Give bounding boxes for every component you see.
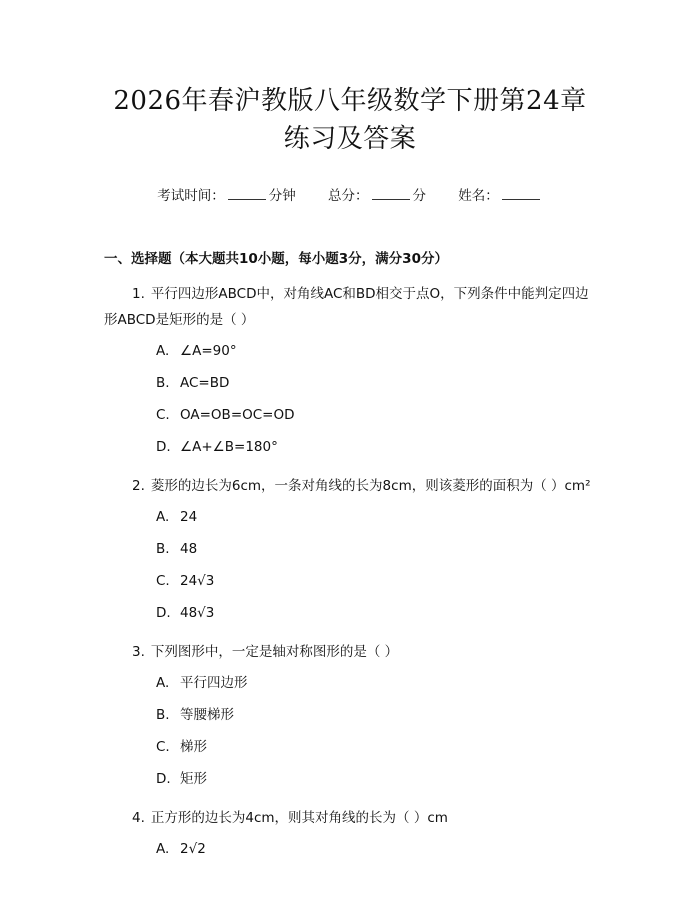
option-text: AC=BD [180,375,230,391]
option-item[interactable] [156,600,596,627]
option-text: 24 [180,509,198,525]
option-letter: D. [156,771,171,787]
option-text: 48 [180,541,198,557]
option-text: 矩形 [180,771,207,787]
option-text: 等腰梯形 [180,707,234,723]
option-item[interactable] [156,836,596,863]
question-text [104,639,596,665]
question-2 [104,473,596,627]
option-letter: C. [156,739,170,755]
question-stem: 菱形的边长为6cm，一条对角线的长为8cm，则该菱形的面积为（ ）cm² [150,478,591,494]
question-text [104,473,596,499]
option-text: ∠A=90° [180,343,237,359]
question-3 [104,639,596,793]
student-name-field [458,186,543,206]
option-text: OA=OB=OC=OD [180,407,295,423]
option-letter: B. [156,541,170,557]
question-number: 4. [132,810,145,826]
question-stem: 正方形的边长为4cm，则其对角线的长为（ ）cm [150,810,448,826]
option-item[interactable] [156,670,596,697]
question-4 [104,805,596,863]
option-text: 24√3 [180,573,215,589]
option-letter: A. [156,343,170,359]
total-score-label: 总分： [328,188,369,204]
option-letter: A. [156,509,170,525]
option-letter: A. [156,675,170,691]
question-number: 1. [132,286,145,302]
exam-time-unit: 分钟 [268,188,296,204]
option-letter: C. [156,573,170,589]
option-text: 48√3 [180,605,215,621]
option-text: 平行四边形 [180,675,248,691]
option-text: 2√2 [180,841,206,857]
total-score-unit: 分 [412,188,426,204]
exam-time-blank[interactable] [228,187,266,200]
question-text [104,281,596,333]
question-stem: 平行四边形ABCD中，对角线AC和BD相交于点O，下列条件中能判定四边形ABCD是矩形的是（ ） [104,286,589,328]
exam-time-label: 考试时间： [157,188,225,204]
option-item[interactable] [156,766,596,793]
option-letter: B. [156,375,170,391]
option-item[interactable] [156,734,596,761]
option-item[interactable] [156,338,596,365]
question-1 [104,281,596,461]
option-text: ∠A+∠B=180° [180,439,278,455]
question-stem: 下列图形中，一定是轴对称图形的是（ ） [150,644,399,660]
option-item[interactable] [156,402,596,429]
question-number: 3. [132,644,145,660]
option-letter: C. [156,407,170,423]
option-item[interactable] [156,434,596,461]
option-item[interactable] [156,568,596,595]
student-name-blank[interactable] [502,187,540,200]
total-score-field [328,186,426,206]
question-text [104,805,596,831]
document-title: 2026年春沪教版八年级数学下册第24章练习及答案 [113,86,587,154]
option-letter: B. [156,707,170,723]
option-letter: D. [156,439,171,455]
option-item[interactable] [156,370,596,397]
option-item[interactable] [156,504,596,531]
question-number: 2. [132,478,145,494]
exam-time-field [157,186,296,206]
section-heading: 一、选择题（本大题共10小题，每小题3分，满分30分） [104,251,448,267]
exam-info-line [104,186,596,206]
option-letter: A. [156,841,170,857]
option-letter: D. [156,605,171,621]
option-text: 梯形 [180,739,207,755]
total-score-blank[interactable] [372,187,410,200]
option-item[interactable] [156,536,596,563]
student-name-label: 姓名： [458,188,499,204]
option-item[interactable] [156,702,596,729]
